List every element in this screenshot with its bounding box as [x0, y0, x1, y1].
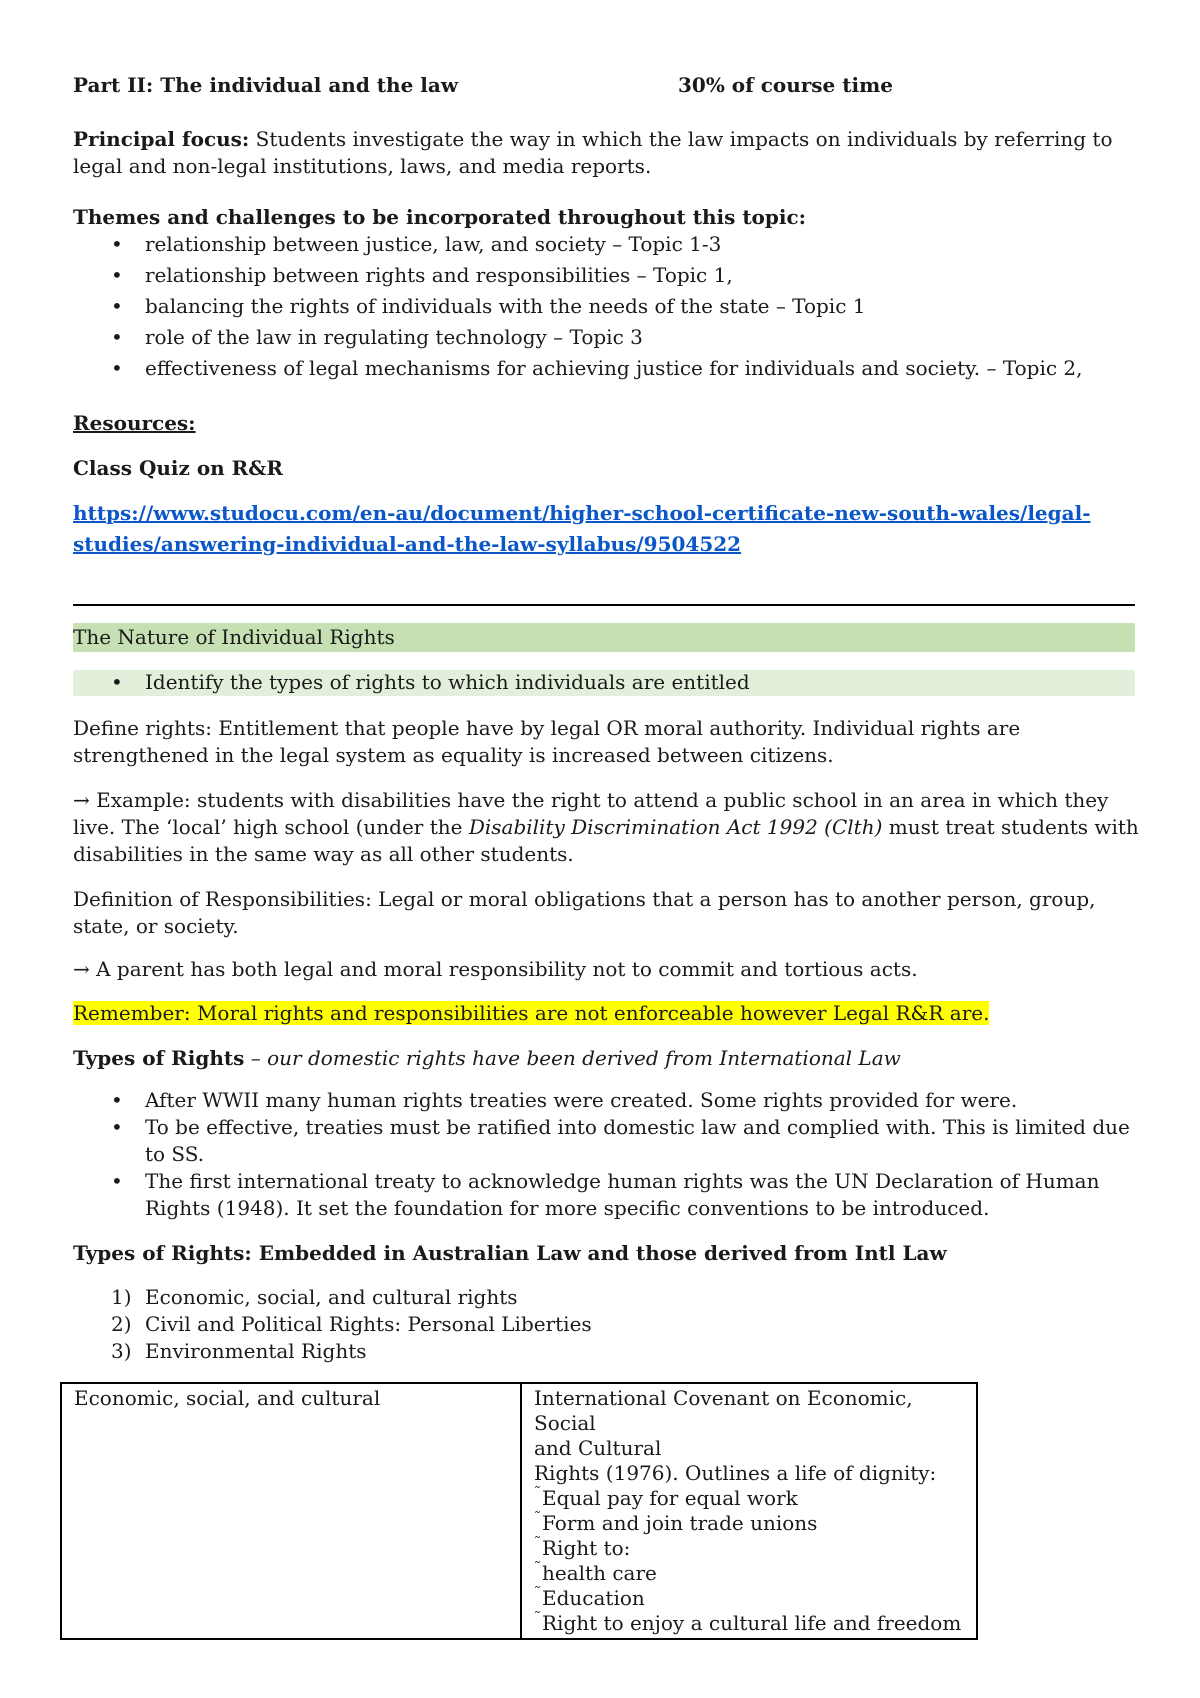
- example-act: Disability Discrimination Act 1992 (Clth): [468, 815, 883, 839]
- example-prefix: → Example: students with disabilities have the right to attend a public school in an area in which they live. The ‘local’ high school (under the: [73, 788, 1109, 839]
- list-item: 3) Environmental Rights: [111, 1339, 367, 1363]
- list-item: • relationship between justice, law, and society – Topic 1-3: [73, 231, 1163, 262]
- list-item: ˜Education: [534, 1585, 645, 1610]
- list-item: • role of the law in regulating technology – Topic 3: [73, 324, 1163, 355]
- rights-categories-list: [73, 1284, 1073, 1365]
- table-cell-description: International Covenant on Economic, Social and Cultural Rights (1976). Outlines a life of dignity: ˜Equal pay for equal work ˜Form and join trade unions ˜Right to: ˜health care ˜Education ˜Right to enjoy a cultural life and freedom: [521, 1383, 977, 1639]
- list-item: • After WWII many human rights treaties were created. Some rights provided for were.: [73, 1087, 1143, 1114]
- section-title: The Nature of Individual Rights: [73, 625, 395, 649]
- list-item: 1) Economic, social, and cultural rights: [111, 1285, 518, 1309]
- section-heading-band: [73, 623, 1135, 652]
- list-item: • relationship between rights and responsibilities – Topic 1,: [73, 262, 1163, 293]
- rights-table: [60, 1382, 978, 1640]
- list-item: • balancing the rights of individuals with the needs of the state – Topic 1: [73, 293, 1163, 324]
- objective-band: [73, 670, 1135, 696]
- studocu-link-line2[interactable]: studies/answering-individual-and-the-law-syllabus/9504522: [73, 532, 742, 556]
- remember-highlight: Remember: Moral rights and responsibilities are not enforceable however Legal R&R are.: [73, 1001, 990, 1025]
- resources-heading: Resources:: [73, 411, 196, 435]
- parent-responsibility: → A parent has both legal and moral responsibility not to commit and tortious acts.: [73, 957, 918, 981]
- types-heading: [73, 1045, 901, 1072]
- example-suffix: must treat students with disabilities in the same way as all other students.: [73, 815, 1139, 866]
- table-cell-category: Economic, social, and cultural: [61, 1383, 521, 1639]
- list-item: 2) Civil and Political Rights: Personal Liberties: [111, 1312, 592, 1336]
- embedded-heading: Types of Rights: Embedded in Australian Law and those derived from Intl Law: [73, 1241, 947, 1265]
- themes-heading: Themes and challenges to be incorporated throughout this topic:: [73, 205, 807, 229]
- types-heading-sub: – our domestic rights have been derived from International Law: [244, 1046, 901, 1070]
- list-item: • effectiveness of legal mechanisms for achieving justice for individuals and society. – Topic 2,: [73, 355, 1163, 386]
- define-rights: Define rights: Entitlement that people have by legal OR moral authority. Individual rights are strengthened in the legal system as equality is increased between citizens.: [73, 716, 1021, 767]
- principal-focus-label: Principal focus:: [73, 127, 250, 151]
- remember-note: [73, 1000, 989, 1027]
- class-quiz: Class Quiz on R&R: [73, 456, 283, 480]
- themes-list: [73, 231, 1163, 386]
- list-item: • The first international treaty to acknowledge human rights was the UN Declaration of Human Rights (1948). It set the foundation for more specific conventions to be introduced.: [73, 1168, 1143, 1222]
- studocu-link-line1[interactable]: https://www.studocu.com/en-au/document/higher-school-certificate-new-south-wales/legal-: [73, 501, 1091, 525]
- list-item: ˜Form and join trade unions: [534, 1510, 818, 1535]
- example-paragraph: [73, 787, 1143, 868]
- responsibilities-definition: Definition of Responsibilities: Legal or moral obligations that a person has to another person, group, state, or society.: [73, 887, 1096, 938]
- list-item: • Identify the types of rights to which individuals are entitled: [73, 669, 1135, 696]
- list-item: ˜Right to enjoy a cultural life and freedom: [534, 1610, 962, 1635]
- types-list: [73, 1087, 1143, 1222]
- list-item: ˜Right to:: [534, 1535, 631, 1560]
- types-heading-label: Types of Rights: [73, 1046, 245, 1070]
- section-divider: [73, 604, 1135, 606]
- list-item: • To be effective, treaties must be ratified into domestic law and complied with. This is limited due to SS.: [73, 1114, 1143, 1168]
- course-time: 30% of course time: [678, 73, 893, 97]
- list-item: ˜Equal pay for equal work: [534, 1485, 798, 1510]
- part-title: Part II: The individual and the law: [73, 73, 459, 97]
- list-item: ˜health care: [534, 1560, 657, 1585]
- objective-list: [73, 669, 1135, 696]
- principal-focus-text: Students investigate the way in which the law impacts on individuals by referring to legal and non-legal institutions, laws, and media reports.: [73, 127, 1113, 178]
- principal-focus: [73, 126, 1143, 180]
- table-row: [61, 1383, 977, 1639]
